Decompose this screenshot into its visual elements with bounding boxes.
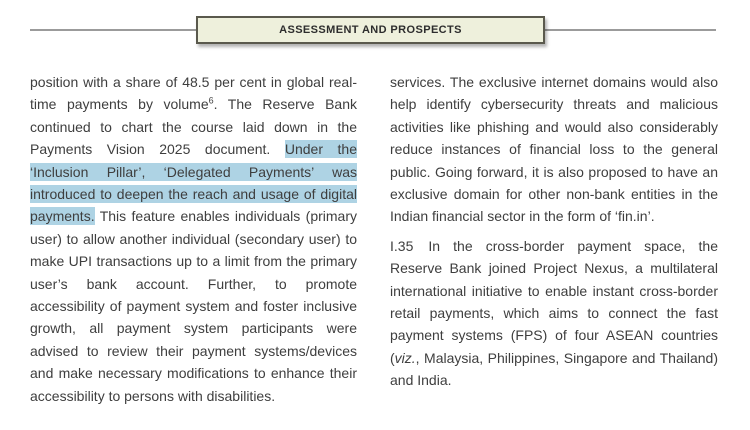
right-column (390, 71, 718, 392)
paragraph-continued (30, 71, 357, 407)
header-rule-right (545, 29, 716, 31)
highlighted-text: Under the ‘Inclusion Pillar’, ‘Delegated Payments’ was introduced to deepen the reach and usage of digital payments. (30, 141, 358, 225)
body-text: , Malaysia, Philippines, Singapore and Thailand) and India. (390, 349, 718, 389)
header-rule-left (30, 29, 196, 31)
body-text: In the cross-border payment space, the Reserve Bank joined Project Nexus, a multilateral international initiative to enable instant cross-border retail payments, which aims to connect the fast payment systems (FPS) of four ASEAN countries ( (390, 237, 718, 366)
paragraph-I35 (390, 235, 718, 392)
paragraph-continued (390, 71, 718, 228)
left-column (30, 71, 357, 407)
body-text: This feature enables individuals (primary user) to allow another individual (secondary user) to make UPI transactions up to a limit from the primary user’s bank account. Further, to promote accessibility of payment system and foster inclusive growth, all payment system participants were advised to review their payment systems/devices and make necessary modifications to enhance their accessibility to persons with disabilities. (30, 208, 357, 404)
section-banner-title: ASSESSMENT AND PROSPECTS (279, 24, 462, 36)
body-text: position with a share of 48.5 per cent in global real-time payments by volume (30, 74, 357, 113)
paragraph-number: I.35 (390, 237, 414, 254)
body-text: . The Reserve Bank continued to chart the course laid down in the Payments Vision 2025 document. (30, 96, 357, 158)
section-banner (196, 16, 545, 44)
latin-abbreviation: viz. (394, 349, 416, 366)
body-text: services. The exclusive internet domains would also help identify cybersecurity threats and malicious activities like phishing and would also considerably reduce instances of financial loss to the general public. Going forward, it is also proposed to have an exclusive domain for other non-bank entities in the Indian financial sector in the form of ‘fin.in’. (390, 74, 718, 225)
footnote-marker: 6 (208, 95, 214, 106)
